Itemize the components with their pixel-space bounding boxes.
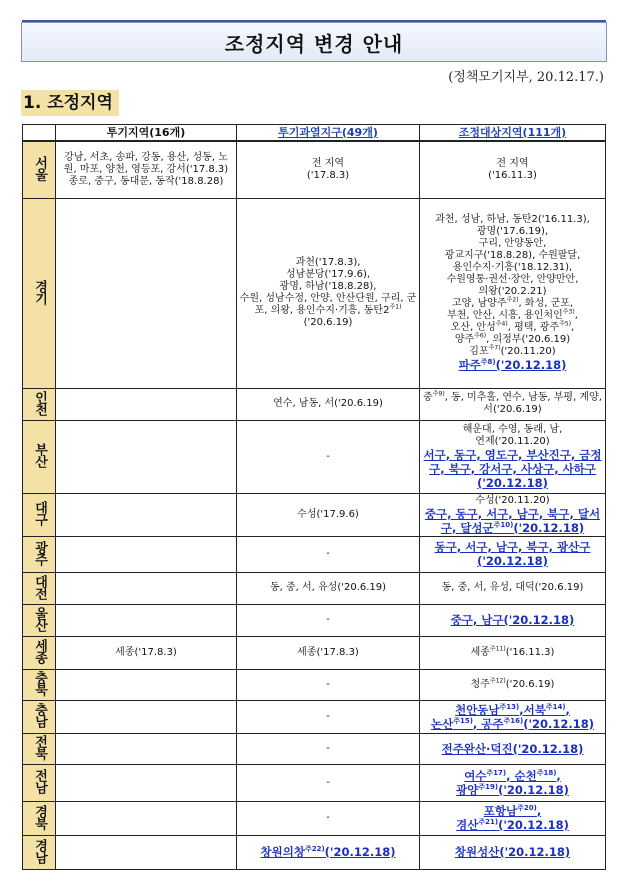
section-heading: 1. 조정지역	[21, 90, 119, 116]
table-row	[23, 141, 606, 198]
overheated-cell-text: 수성('17.9.6)	[297, 508, 359, 520]
adjustment-area-table	[22, 124, 606, 870]
overheated-cell-text: -	[326, 776, 330, 788]
overheated-cell	[237, 700, 420, 733]
issue-date: (정책모기지부, 20.12.17.)	[448, 70, 604, 85]
overheated-cell	[237, 801, 420, 835]
speculation-cell	[56, 801, 237, 835]
adjustment-cell-text: 과천, 성남, 하남, 동탄2('16.11.3), 광명('17.6.19), 구리, 안양동안, 광교지구('18.8.28), 수원팔달, 용인수지·기흥('18.12.31), 수원영통·권선·장안, 안양만안, 의왕('20.2.21) 고양, 남양주$^{주2)}$, 화성, 군포, 부천, 안산, 시흥, 용인처인$^{주3)}$, 오산, 안성$^{주4)}$, 평택, 광주$^{주5)}$, 양주$^{주6)}$, 의정부('20.6.19) 김포$^{주7)}$('20.11.20)	[435, 214, 590, 357]
overheated-cell	[237, 604, 420, 636]
footnote-marker: 주5)	[559, 320, 572, 328]
table-row	[23, 733, 606, 764]
region-label: 전남	[23, 764, 56, 801]
adjustment-cell-new-designation: 서구, 동구, 영도구, 부산진구, 금정구, 북구, 강서구, 사상구, 사하구('20.12.18)	[423, 447, 602, 490]
footnote-marker: 주6)	[474, 332, 487, 340]
adjustment-cell-new-designation: 창원성산('20.12.18)	[454, 845, 571, 859]
speculation-cell	[56, 572, 237, 604]
document-title: 조정지역 변경 안내	[21, 22, 607, 62]
adjustment-cell-new-designation: 중구, 남구('20.12.18)	[450, 613, 575, 627]
overheated-cell	[237, 669, 420, 700]
overheated-cell	[237, 420, 420, 493]
overheated-cell-text: -	[326, 548, 330, 559]
region-label: 인천	[23, 388, 56, 420]
speculation-cell	[56, 198, 237, 388]
overheated-cell	[237, 636, 420, 669]
speculation-cell-text: 세종('17.8.3)	[115, 646, 177, 658]
adjustment-cell	[420, 801, 606, 835]
overheated-cell-text: -	[326, 812, 330, 823]
overheated-cell	[237, 536, 420, 572]
table-header-row	[23, 125, 606, 142]
footnote-marker: 주16)	[503, 716, 524, 725]
adjustment-cell	[420, 764, 606, 801]
table-row	[23, 700, 606, 733]
table-row	[23, 572, 606, 604]
adjustment-cell-text: 중$^{주9)}$, 동, 미추홀, 연수, 남동, 부평, 계양, 서('20.6.19)	[423, 390, 602, 415]
adjustment-cell-text: 전 지역 ('16.11.3)	[488, 157, 537, 181]
overheated-cell-new-designation: 창원의창$^{주22)}$('20.12.18)	[260, 845, 396, 859]
adjustment-cell-new-designation: 여수$^{주17)}$, 순천$^{주18)}$, 광양$^{주19)}$('20.12.18)	[456, 768, 569, 797]
footnote-marker: 주4)	[495, 320, 508, 328]
adjustment-cell	[420, 572, 606, 604]
region-label: 대전	[23, 572, 56, 604]
overheated-cell-text: 연수, 남동, 서('20.6.19)	[273, 398, 383, 409]
table-row	[23, 764, 606, 801]
table-row	[23, 801, 606, 835]
speculation-cell	[56, 733, 237, 764]
footnote-marker: 주12)	[489, 677, 506, 685]
footnote-marker: 주2)	[506, 296, 519, 304]
table-row	[23, 604, 606, 636]
adjustment-cell	[420, 493, 606, 536]
overheated-cell-text: -	[326, 742, 330, 754]
header-overheated: 투기과열지구(49개)	[237, 125, 420, 142]
header-adjustment: 조정대상지역(111개)	[420, 125, 606, 142]
speculation-cell-text: 강남, 서초, 송파, 강동, 용산, 성동, 노원, 마포, 양천, 영등포, 강서('17.8.3) 종로, 중구, 동대문, 동작('18.8.28)	[63, 151, 229, 187]
overheated-cell-text: -	[326, 450, 330, 462]
adjustment-cell	[420, 604, 606, 636]
speculation-cell	[56, 420, 237, 493]
footnote-marker: 주3)	[562, 308, 575, 316]
overheated-cell	[237, 764, 420, 801]
overheated-cell	[237, 141, 420, 198]
footnote-marker: 주11)	[489, 645, 506, 653]
region-label: 광주	[23, 536, 56, 572]
adjustment-cell-new-designation: 동구, 서구, 남구, 북구, 광산구('20.12.18)	[434, 540, 591, 568]
overheated-cell-text: 전 지역 ('17.8.3)	[306, 157, 350, 181]
footnote-marker: 주13)	[499, 702, 520, 711]
adjustment-cell-new-designation: 파주$^{주8)}$('20.12.18)	[458, 358, 567, 372]
speculation-cell	[56, 536, 237, 572]
adjustment-cell	[420, 420, 606, 493]
footnote-marker: 주1)	[389, 303, 402, 311]
region-label: 부산	[23, 420, 56, 493]
table-row	[23, 420, 606, 493]
speculation-cell	[56, 835, 237, 869]
adjustment-cell	[420, 636, 606, 669]
region-label: 경기	[23, 198, 56, 388]
speculation-cell	[56, 636, 237, 669]
region-label: 서울	[23, 141, 56, 198]
speculation-cell	[56, 141, 237, 198]
table-row	[23, 536, 606, 572]
adjustment-cell-new-designation: 중구, 동구, 서구, 남구, 북구, 달서구, 달성군$^{주10)}$('20.12.18)	[424, 506, 601, 535]
speculation-cell	[56, 764, 237, 801]
table-row	[23, 198, 606, 388]
overheated-cell	[237, 835, 420, 869]
footnote-marker: 주21)	[478, 818, 499, 827]
overheated-cell-text: -	[326, 710, 330, 722]
overheated-cell	[237, 572, 420, 604]
adjustment-cell	[420, 536, 606, 572]
region-label: 울산	[23, 604, 56, 636]
overheated-cell	[237, 198, 420, 388]
footnote-marker: 주7)	[488, 344, 501, 352]
adjustment-cell-text: 해운대, 수영, 동래, 남, 연제('20.11.20)	[462, 423, 563, 447]
table-row	[23, 388, 606, 420]
overheated-cell	[237, 733, 420, 764]
adjustment-cell	[420, 835, 606, 869]
adjustment-cell-text: 세종$^{주11)}$('16.11.3)	[470, 645, 555, 658]
table-row	[23, 669, 606, 700]
footnote-marker: 주22)	[304, 845, 325, 854]
region-label: 충남	[23, 700, 56, 733]
adjustment-cell	[420, 700, 606, 733]
footnote-marker: 주14)	[545, 702, 566, 711]
overheated-cell	[237, 388, 420, 420]
footnote-marker: 주18)	[536, 768, 557, 777]
adjustment-cell-text: 동, 중, 서, 유성, 대덕('20.6.19)	[441, 582, 584, 593]
adjustment-cell	[420, 198, 606, 388]
region-label: 경남	[23, 835, 56, 869]
adjustment-cell-text: 청주$^{주12)}$('20.6.19)	[470, 677, 555, 690]
overheated-cell-text: 세종('17.8.3)	[297, 646, 359, 658]
region-label: 대구	[23, 493, 56, 536]
footnote-marker: 주10)	[493, 520, 514, 529]
table-row	[23, 835, 606, 869]
speculation-cell	[56, 493, 237, 536]
adjustment-cell-new-designation: 포항남$^{주20)}$, 경산$^{주21)}$('20.12.18)	[456, 804, 569, 832]
footnote-marker: 주17)	[486, 768, 507, 777]
region-label: 충북	[23, 669, 56, 700]
speculation-cell	[56, 700, 237, 733]
adjustment-cell-new-designation: 천안동남$^{주13)}$,서북$^{주14)}$, 논산$^{주15)}$, 공주$^{주16)}$('20.12.18)	[431, 702, 594, 731]
table-row	[23, 493, 606, 536]
table-row	[23, 636, 606, 669]
adjustment-cell-new-designation: 전주완산·덕진('20.12.18)	[441, 741, 584, 756]
speculation-cell	[56, 604, 237, 636]
overheated-cell-text: -	[326, 614, 330, 625]
speculation-cell	[56, 388, 237, 420]
region-label: 세종	[23, 636, 56, 669]
adjustment-cell	[420, 388, 606, 420]
overheated-cell-text: 과천('17.8.3), 성남분당('17.9.6), 광명, 하남('18.8.28), 수원, 성남수정, 안양, 안산단원, 구리, 군포, 의왕, 용인수지·기흥, 동탄$2^{주1)}('20.6.19)$	[239, 257, 417, 328]
footnote-marker: 주19)	[478, 782, 499, 791]
overheated-cell-text: -	[326, 678, 330, 690]
speculation-cell	[56, 669, 237, 700]
adjustment-cell	[420, 733, 606, 764]
footnote-marker: 주8)	[480, 358, 496, 367]
region-label: 경북	[23, 801, 56, 835]
corner-cell	[23, 125, 56, 142]
adjustment-cell	[420, 141, 606, 198]
footnote-marker: 주20)	[517, 804, 537, 813]
footnote-marker: 주15)	[453, 716, 473, 725]
overheated-cell	[237, 493, 420, 536]
adjustment-cell	[420, 669, 606, 700]
footnote-marker: 주9)	[432, 390, 445, 398]
header-speculation: 투기지역(16개)	[56, 125, 237, 142]
adjustment-cell-text: 수성('20.11.20)	[475, 494, 550, 506]
overheated-cell-text: 동, 중, 서, 유성('20.6.19)	[269, 582, 387, 593]
region-label: 전북	[23, 733, 56, 764]
